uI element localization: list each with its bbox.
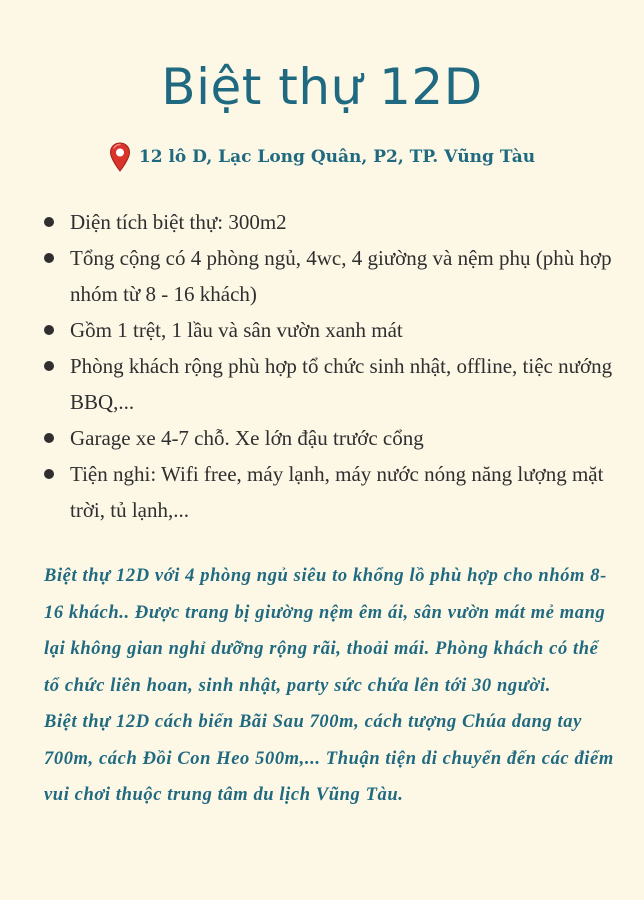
description (44, 558, 619, 814)
bullet-icon (44, 325, 54, 335)
page-title: Biệt thự 12D (161, 58, 483, 116)
description-paragraph-1: Biệt thự 12D với 4 phòng ngủ siêu to khổng lồ phù hợp cho nhóm 8-16 khách.. Được trang bị giường nệm êm ái, sân vườn mát mẻ mang lại không gian nghỉ dưỡng rộng rãi, thoải mái. Phòng khách có thể tổ chức liên hoan, sinh nhật, party sức chứa lên tới 30 người. (44, 566, 607, 696)
description-paragraph-2: Biệt thự 12D cách biển Bãi Sau 700m, cách tượng Chúa dang tay 700m, cách Đồi Con Heo 500m,... Thuận tiện di chuyển đến các điểm vui chơi thuộc trung tâm du lịch Vũng Tàu. (44, 712, 614, 805)
feature-text: Diện tích biệt thự: 300m2 (70, 210, 287, 234)
bullet-icon (44, 361, 54, 371)
list-item (42, 312, 632, 348)
bullet-icon (44, 469, 54, 479)
list-item (42, 240, 632, 312)
bullet-icon (44, 253, 54, 263)
feature-text: Tổng cộng có 4 phòng ngủ, 4wc, 4 giường và nệm phụ (phù hợp nhóm từ 8 - 16 khách) (70, 246, 612, 306)
list-item (42, 456, 632, 528)
feature-text: Tiện nghi: Wifi free, máy lạnh, máy nước nóng năng lượng mặt trời, tủ lạnh,... (70, 462, 604, 522)
feature-text: Phòng khách rộng phù hợp tổ chức sinh nhật, offline, tiệc nướng BBQ,... (70, 354, 613, 414)
feature-list (42, 204, 632, 528)
list-item (42, 204, 632, 240)
feature-text: Garage xe 4-7 chỗ. Xe lớn đậu trước cổng (70, 426, 424, 450)
list-item (42, 348, 632, 420)
address-line (0, 142, 644, 172)
list-item (42, 420, 632, 456)
address-text: 12 lô D, Lạc Long Quân, P2, TP. Vũng Tàu (138, 147, 536, 167)
feature-text: Gồm 1 trệt, 1 lầu và sân vườn xanh mát (70, 318, 403, 342)
location-pin-icon (109, 142, 131, 172)
bullet-icon (44, 217, 54, 227)
bullet-icon (44, 433, 54, 443)
